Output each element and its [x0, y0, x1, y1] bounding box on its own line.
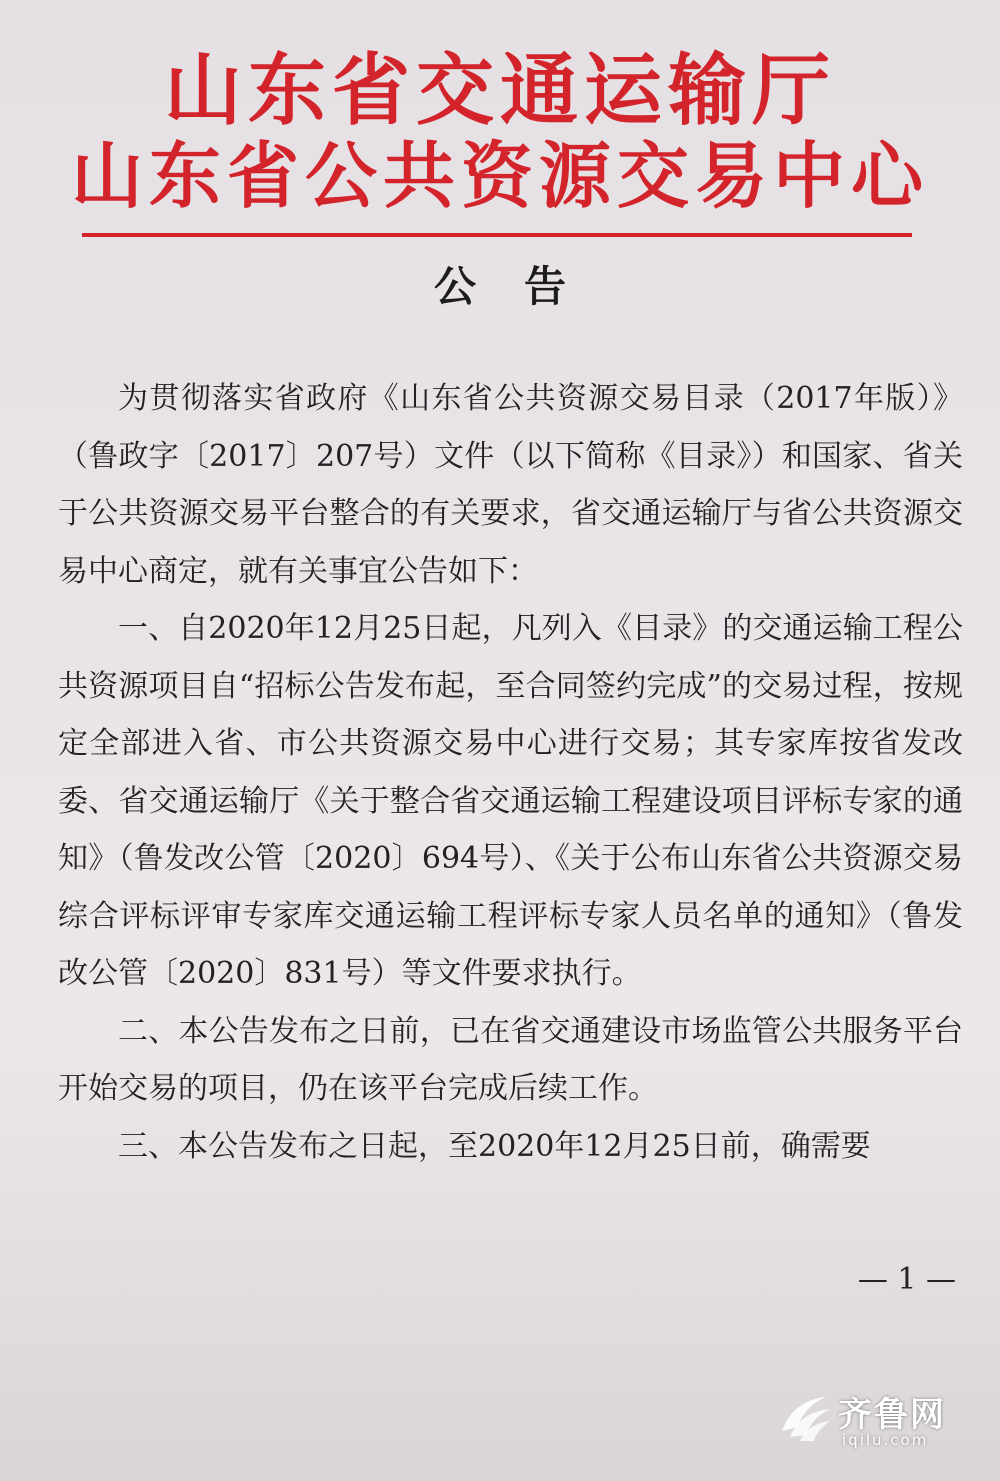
- red-header-divider: [82, 233, 912, 237]
- watermark-site-name: 齐鲁网: [838, 1395, 946, 1435]
- notice-paragraph-3: 三、本公告发布之日起，至2020年12月25日前，确需要: [118, 1128, 871, 1164]
- notice-paragraph-1: 一、自2020年12月25日起，凡列入《目录》的交通运输工程公共资源项目自“招标公告发布起，至合同签约完成”的交易过程，按规定全部进入省、市公共资源交易中心进行交易；其专家库按省发改委、省交通运输厅《关于整合省交通运输工程建设项目评标专家的通知》（鲁发改公管〔2020〕694号）、《关于公布山东省公共资源交易综合评标评审专家库交通运输工程评标专家人员名单的通知》（鲁发改公管〔2020〕831号）等文件要求执行。: [58, 611, 963, 991]
- qilu-watermark: [776, 1385, 966, 1451]
- watermark-site-url: iqilu.com: [842, 1431, 929, 1449]
- issuer-name-transport-department: 山东省交通运输厅: [163, 45, 836, 136]
- notice-paragraph-intro: 为贯彻落实省政府《山东省公共资源交易目录（2017年版）》（鲁政字〔2017〕207号）文件（以下简称《目录》）和国家、省关于公共资源交易平台整合的有关要求，省交通运输厅与省公共资源交易中心商定，就有关事宜公告如下：: [58, 381, 963, 589]
- notice-title: 公告: [433, 262, 614, 311]
- page-number: — 1 —: [857, 1262, 956, 1297]
- issuer-name-resource-trading-center: 山东省公共资源交易中心: [70, 133, 929, 218]
- qilu-wave-logo-icon: [776, 1387, 834, 1445]
- notice-paragraph-2: 二、本公告发布之日前，已在省交通建设市场监管公共服务平台开始交易的项目，仍在该平台完成后续工作。: [58, 1013, 963, 1106]
- notice-body: [58, 370, 963, 1175]
